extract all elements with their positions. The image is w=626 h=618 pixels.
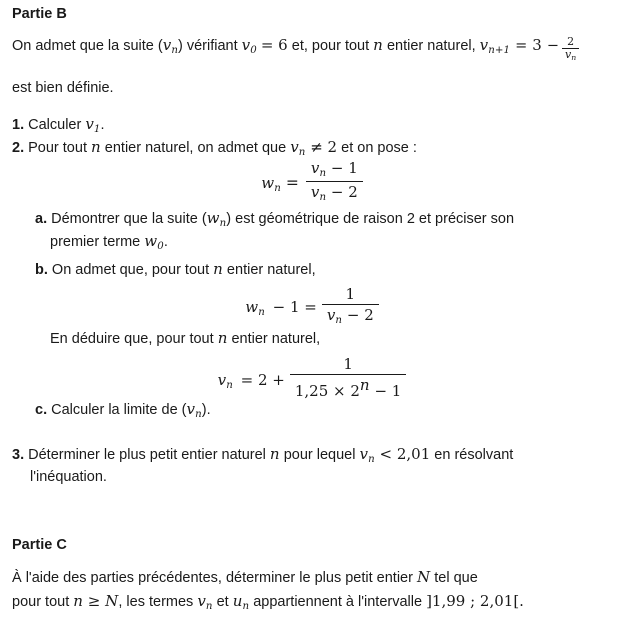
- question-2-inequality: ≠ 2: [305, 138, 338, 156]
- question-3-marker: 3.: [12, 447, 25, 463]
- item-b-marker: b.: [35, 262, 48, 278]
- equation-wn1-rest: − 1 =: [267, 298, 317, 317]
- recurrence-fraction-denominator: $v_n$: [562, 48, 579, 62]
- question-2-text-2: entier naturel, on admet que: [100, 140, 291, 156]
- question-1: [12, 113, 626, 137]
- item-b-text-1: On admet que, pour tout: [51, 262, 214, 278]
- item-b-deduce-line: [50, 327, 626, 350]
- question-2-v-symbol: $v_n$: [290, 138, 306, 158]
- item-a-text-2: ) est géométrique de raison 2 et préciser son: [226, 211, 515, 227]
- item-b-n-variable-2: n: [217, 329, 228, 347]
- recurrence-minus: −: [546, 38, 559, 54]
- partie-c-text-2: tel que: [430, 570, 478, 586]
- question-3-n-variable: n: [269, 445, 280, 463]
- partie-b-intro-line-2: est bien définie.: [12, 80, 114, 96]
- equation-wn1-denominator: $v_n - 2$: [322, 304, 379, 327]
- question-3-text-3: en résolvant: [430, 447, 514, 463]
- question-2-n-variable: n: [91, 138, 101, 156]
- question-3: [12, 443, 620, 467]
- equation-wn-denominator: $v_n - 2$: [306, 181, 363, 204]
- question-1-marker: 1.: [12, 117, 25, 133]
- recurrence-lhs: $v_{n+1}$: [479, 36, 511, 56]
- equation-wn-equals: =: [285, 173, 299, 192]
- recurrence-fraction: [562, 36, 579, 62]
- equation-wn-fraction: [306, 160, 363, 203]
- question-2-item-c: [35, 398, 626, 423]
- equation-vn-closed-form: [0, 355, 626, 403]
- question-1-variable: $v_1$: [85, 115, 101, 135]
- equation-wn1-numerator: 1: [345, 285, 356, 304]
- partie-c-text-5: et: [212, 594, 233, 610]
- item-b-text-3: En déduire que, pour tout: [50, 331, 218, 347]
- equation-vn-fraction: [290, 356, 406, 401]
- equation-wn1-lhs: $w_n$: [245, 298, 265, 319]
- question-2-text-1: Pour tout: [28, 140, 91, 156]
- v0-symbol: $v_0$: [241, 36, 257, 56]
- question-2-marker: 2.: [12, 140, 25, 156]
- partie-c-line-1: [12, 566, 620, 589]
- intro-text-1: On admet que la suite (: [12, 38, 163, 54]
- question-3-text-2: pour lequel: [279, 447, 360, 463]
- equation-vn-rest: = 2 +: [235, 370, 285, 389]
- equation-vn-lhs: $v_n$: [217, 370, 233, 391]
- partie-b-intro-line-1: [12, 34, 622, 62]
- partie-c-heading: Partie C: [12, 537, 67, 553]
- equation-wn1-fraction: [322, 286, 379, 327]
- item-c-marker: c.: [35, 402, 48, 418]
- question-1-text: Calculer: [28, 117, 86, 133]
- question-3-text-1: Déterminer le plus petit entier naturel: [28, 447, 270, 463]
- item-a-period: .: [163, 234, 168, 250]
- item-a-marker: a.: [35, 211, 48, 227]
- item-a-text-3: premier terme: [50, 234, 145, 250]
- equation-wn-numerator: $v_n - 1$: [310, 159, 358, 179]
- equation-wn-definition: [0, 159, 626, 205]
- partie-c-n-variable: n: [73, 592, 84, 610]
- partie-c-text-4: , les termes: [118, 594, 198, 610]
- equation-vn-numerator: 1: [343, 355, 353, 374]
- partie-c-un-symbol: $u_n$: [232, 592, 250, 612]
- recurrence-fraction-numerator: 2: [567, 35, 575, 49]
- partie-c-geq-sign: ≥: [83, 592, 106, 610]
- question-3-continuation: l'inéquation.: [30, 469, 107, 485]
- v0-value: = 6: [260, 36, 288, 54]
- partie-c-N-variable: N: [416, 568, 431, 586]
- question-3-vn-symbol: $v_n$: [359, 445, 375, 465]
- partie-c-text-1: À l'aide des parties précédentes, déterminer le plus petit entier: [12, 570, 417, 586]
- intro-text-2: ) vérifiant: [177, 38, 242, 54]
- suite-v-symbol: $v_n$: [162, 36, 178, 56]
- question-3-inequality: < 2,01: [374, 445, 431, 463]
- item-b-text-2: entier naturel,: [222, 262, 316, 278]
- item-b-text-4: entier naturel,: [227, 331, 321, 347]
- equation-wn-lhs: $w_n$: [261, 173, 281, 194]
- partie-c-interval: ]1,99 ; 2,01[.: [426, 592, 524, 610]
- n-variable-intro: n: [373, 36, 383, 54]
- recurrence-equals: =: [515, 38, 528, 54]
- partie-c-line-2: [12, 590, 622, 615]
- item-a-continuation: [50, 230, 626, 255]
- intro-text-4: entier naturel,: [382, 38, 480, 54]
- question-2-item-b: [35, 258, 620, 281]
- intro-text-3: et, pour tout: [291, 38, 374, 54]
- partie-b-heading: Partie B: [12, 6, 67, 22]
- item-c-vn-symbol: $v_n$: [186, 400, 202, 420]
- equation-vn-denominator: $1,25 \times 2^n - 1$: [290, 374, 406, 401]
- item-b-n-variable: n: [213, 260, 223, 278]
- item-c-text-1: Calculer la limite de (: [51, 402, 187, 418]
- question-2-item-a: [35, 207, 620, 232]
- item-a-wn-symbol: $w_n$: [206, 209, 227, 229]
- partie-c-text-3: pour tout: [12, 594, 74, 610]
- item-c-text-2: ).: [201, 402, 211, 418]
- item-a-w0-symbol: $w_0$: [144, 232, 164, 252]
- partie-c-N-variable-2: N: [105, 592, 119, 610]
- question-2-text-3: et on pose :: [337, 140, 417, 156]
- partie-c-text-6: appartiennent à l'intervalle: [249, 594, 427, 610]
- recurrence-three: 3: [532, 36, 542, 54]
- equation-wn-minus-one: [0, 285, 626, 329]
- partie-c-vn-symbol: $v_n$: [197, 592, 213, 612]
- question-2: [12, 136, 626, 160]
- item-a-text-1: Démontrer que la suite (: [51, 211, 207, 227]
- question-1-period: .: [100, 117, 105, 133]
